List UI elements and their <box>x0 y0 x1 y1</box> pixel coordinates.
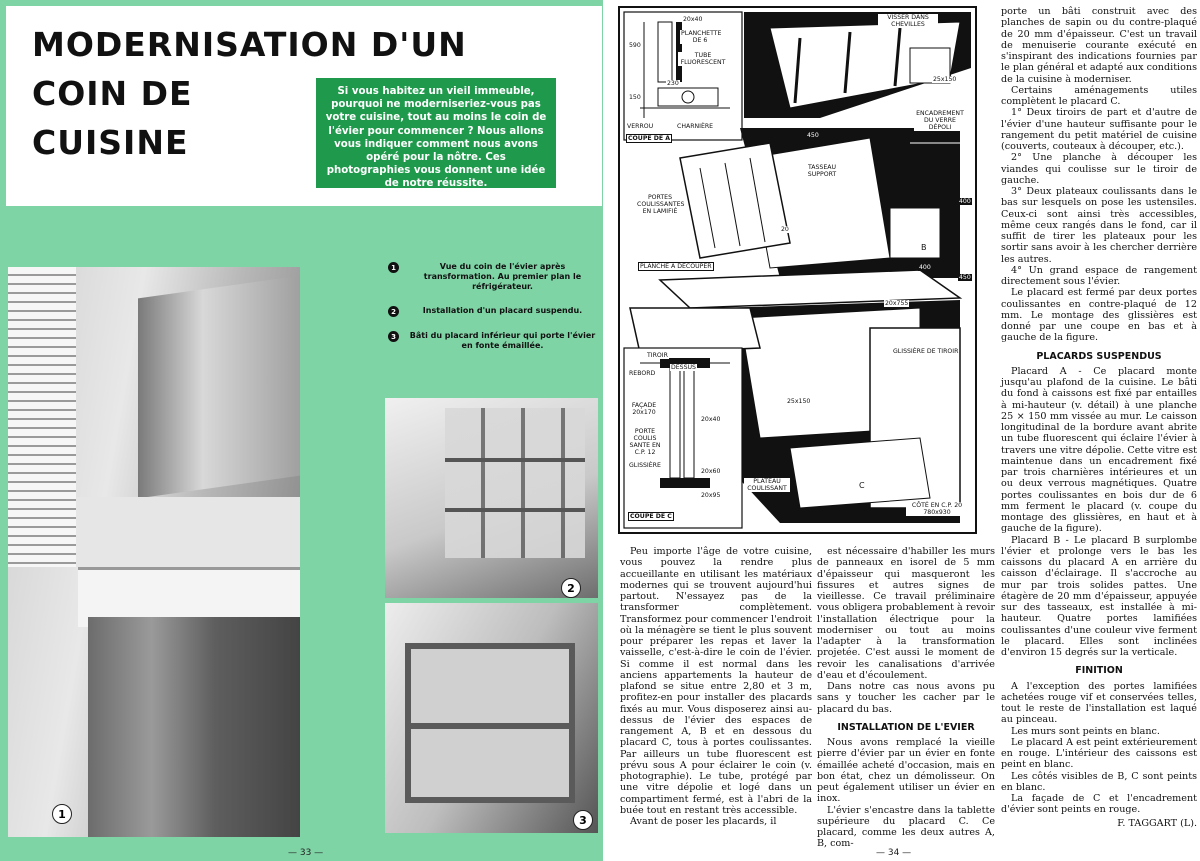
caption-number-3: 3 <box>388 331 399 342</box>
label-dessus: DESSUS <box>671 364 696 371</box>
label-400: 400 <box>959 198 971 205</box>
label-450-b: 450 <box>959 274 971 281</box>
paragraph: A l'exception des portes lamifiées achetées rouge vif et conservées telles, tout le reste de l'installation est laqué au pinceau. <box>1001 680 1197 726</box>
cabinet-shape <box>138 276 300 499</box>
page-number-left: — 33 — <box>288 848 324 858</box>
caption-3 <box>388 331 598 351</box>
heading-finition: FINITION <box>1075 665 1123 677</box>
paragraph: Placard B - Le placard B surplombe l'évier et prolonge vers le bas les caissons du placard A en arrière du caisson d'éclairage. Il s'accroche au mur par trois solides pattes. Une étagère de 20 mm d'épaisseur, appuyée sur des tasseaux, est installée à mi-hauteur. Quatre portes lamifiées coulissantes d'une couleur vive ferment le placard. Elles sont inclinées d'environ 15 degrés sur la verticale. <box>1001 534 1197 658</box>
label-20x40-b: 20x40 <box>701 416 721 423</box>
label-glissiere: GLISSIÈRE <box>629 462 661 469</box>
label-glissiere-tiroir: GLISSIÈRE DE TIROIR <box>893 348 959 355</box>
caption-text-3: Bâti du placard inférieur qui porte l'évier en fonte émaillée. <box>409 331 596 350</box>
caption-number-2: 2 <box>388 306 399 317</box>
label-portes: PORTES COULISSANTES EN LAMIFIÉ <box>637 194 685 215</box>
photo-number-3: 3 <box>573 810 593 830</box>
label-tiroir: TIROIR <box>647 352 668 359</box>
photo-2 <box>385 398 598 598</box>
title-line-3: CUISINE <box>32 123 189 162</box>
caption-text-1: Vue du coin de l'évier après transformation. Au premier plan le réfrigérateur. <box>423 262 582 291</box>
label-planche-decouper: PLANCHE À DÉCOUPER <box>640 263 712 270</box>
paragraph: Le placard est fermé par deux portes coulissantes en contre-plaqué de 12 mm. Le montage des glissières est donné par une coupe en bas et à gauche de la figure. <box>1001 287 1197 344</box>
heading-placards-suspendus: PLACARDS SUSPENDUS <box>1036 350 1162 362</box>
shelf-line-shape-2 <box>445 508 585 512</box>
right-page <box>603 0 1200 861</box>
photo-number-1: 1 <box>52 804 72 824</box>
paragraph: 4° Un grand espace de rangement directement sous l'évier. <box>1001 264 1197 287</box>
label-20x60: 20x60 <box>701 468 721 475</box>
caption-2 <box>388 306 598 317</box>
label-porte-coulissante: PORTE COULIS SANTE EN C.P. 12 <box>629 428 661 456</box>
paragraph: Avant de poser les placards, il <box>630 816 777 827</box>
label-20: 20 <box>781 226 789 233</box>
paragraph: 1° Deux tiroirs de part et d'autre de l'évier d'une hauteur suffisante pour le rangement du petit matériel de cuisine (couverts, couteaux à découper, etc.). <box>1001 107 1197 152</box>
photo-3 <box>385 603 598 833</box>
label-verrou: VERROU <box>627 123 654 130</box>
label-20x95: 20x95 <box>701 492 721 499</box>
paragraph: porte un bâti construit avec des planches de sapin ou du contre-plaqué de 20 mm d'épaisseur. C'est un travail de menuiserie courante exécuté en s'inspirant des indications fournies par le plan général et adapté aux conditions de la cuisine à moderniser. <box>1001 6 1197 85</box>
label-rebord: REBORD <box>629 370 656 377</box>
blinds-shape <box>8 267 76 567</box>
label-400-b: 400 <box>919 264 931 271</box>
text-column-2 <box>817 546 995 850</box>
intro-box <box>316 78 556 188</box>
photo-number-2: 2 <box>561 578 581 598</box>
label-coupe-c: COUPE DE C <box>630 513 672 520</box>
heading-installation-evier: INSTALLATION DE L'EVIER <box>837 721 975 733</box>
label-c: C <box>859 481 865 490</box>
label-charniere: CHARNIÈRE <box>677 123 714 130</box>
paragraph: Le placard A est peint extérieurement en rouge. L'intérieur des caissons est peint en blanc. <box>1001 736 1197 771</box>
paragraph: L'évier s'encastre dans la tablette supérieure du placard C. Ce placard, comme les deux autres A, B, com- <box>817 804 995 850</box>
shelf-line-shape <box>445 458 585 462</box>
paragraph: Les côtés visibles de B, C sont peints en blanc. <box>1001 770 1197 793</box>
text-column-1 <box>620 546 812 827</box>
paragraph: Dans notre cas nous avons pu sans y toucher les cacher par le placard du bas. <box>817 681 995 715</box>
intro-text: Si vous habitez un vieil immeuble, pourquoi ne moderniseriez-vous pas votre cuisine, tout au moins le coin de l'évier pour commencer ? Nous allons vous indiquer comment nous avons opéré pour la nôtre. Ces photographies vous donnent une idée de notre réussite. <box>325 86 547 190</box>
label-150: 150 <box>629 94 641 101</box>
label-cote: CÔTÉ EN C.P. 20 780x930 <box>906 502 968 516</box>
label-20x40: 20x40 <box>683 16 703 23</box>
author-signature: F. TAGGART (L). <box>1117 817 1197 829</box>
title-panel <box>6 6 602 206</box>
photo-captions <box>388 262 598 365</box>
paragraph: 2° Une planche à découper les viandes qui coulisse sur le tiroir de gauche. <box>1001 152 1197 186</box>
label-25x150-top: 25x150 <box>933 76 957 83</box>
paragraph: La façade de C et l'encadrement d'évier sont peints en rouge. <box>1001 793 1197 816</box>
page-number-right: — 34 — <box>876 848 912 858</box>
paragraph: est nécessaire d'habiller les murs de panneaux en isorel de 5 mm d'épaisseur qui masqueront les fissures et autres signes de vieillesse. Ce travail préliminaire vous obligera probablement à revoir l'installation électrique pour la moderniser ou tout au moins l'adapter à la transformation projetée. C'est aussi le moment de revoir les canalisations d'arrivée d'eau et d'écoulement. <box>817 546 995 681</box>
label-25x150: 25x150 <box>787 398 811 405</box>
label-tasseau: TASSEAU SUPPORT <box>802 164 842 178</box>
title-line-2: COIN DE <box>32 74 193 113</box>
wall-shape <box>76 497 300 577</box>
label-visser: VISSER DANS CHEVILLES <box>878 14 938 28</box>
paragraph: 3° Deux plateaux coulissants dans le bas sur lesquels on pose les ustensiles. Ceux-ci sont ainsi très accessibles, même ceux rangés dans le fond, car il suffit de tirer les plateaux pour les sortir sans avoir à les chercher derrière les autres. <box>1001 186 1197 265</box>
paragraph: Nous avons remplacé la vieille pierre d'évier par un évier en fonte émaillée acheté d'occasion, mais en bon état, chez un démolisseur. On peut également utiliser un évier en inox. <box>817 737 995 805</box>
label-encadrement: ENCADREMENT DU VERRE DÉPOLI <box>914 110 966 131</box>
label-590: 590 <box>629 42 641 49</box>
construction-diagram <box>618 6 977 534</box>
paragraph: Peu importe l'âge de votre cuisine, vous pouvez la rendre plus accueillante en utilisant les matériaux modernes qui se trouvent aujourd'hui partout. N'essayez pas de la transformer complètement. Transformez pour commencer l'endroit où la ménagère se tient le plus souvent pour préparer les repas et laver la vaisselle, c'est-à-dire le coin de l'évier. Si comme il est normal dans les anciens appartements la hauteur de plafond se situe entre 2,80 et 3 m, profitez-en pour installer des placards fixés au mur. Vous disposerez ainsi au-dessus de l'évier des espaces de rangement A, B et en dessous du placard C, tous à portes coulissantes. Par ailleurs un tube fluorescent est prévu sous A pour éclairer le coin (v. photographie). Le tube, protégé par une vitre dépolie et logé dans un compartiment fermé, est à l'abri de la buée tout en restant très accessible. <box>620 546 812 816</box>
label-facade: FAÇADE 20x170 <box>628 402 660 416</box>
caption-text-2: Installation d'un placard suspendu. <box>422 306 583 315</box>
frame-bar-shape <box>405 723 575 729</box>
caption-number-1: 1 <box>388 262 399 273</box>
shelves-shape <box>445 408 585 558</box>
label-plateau: PLATEAU COULISSANT <box>744 478 790 492</box>
label-450-a: 450 <box>807 132 819 139</box>
photo-1 <box>8 267 300 837</box>
label-planchette: PLANCHETTE DE 6 <box>681 30 722 44</box>
paragraph: Les murs sont peints en blanc. <box>1011 725 1160 737</box>
label-b: B <box>921 243 927 252</box>
label-20x755: 20x755 <box>885 300 909 307</box>
label-230: 230 <box>667 80 679 87</box>
label-coupe-a: COUPE DE A <box>628 135 671 142</box>
text-column-3 <box>1001 6 1197 829</box>
paragraph: Certains aménagements utiles complètent le placard C. <box>1001 84 1197 107</box>
label-tube: TUBE FLUORESCENT <box>678 52 728 66</box>
lower-cabinet-shape <box>88 617 300 837</box>
paragraph: Placard A - Ce placard monte jusqu'au plafond de la cuisine. Le bâti du fond à caissons est fixé par entailles à mi-hauteur (v. détail) à une planche 25 × 150 mm vissée au mur. Le caisson longitudinal de la bordure avant abrite un tube fluorescent qui éclaire l'évier à travers une vitre dépolie. Cette vitre est maintenue dans un encadrement fixé par trois charnières intérieures et un ou deux verrous magnétiques. Quatre portes coulissantes en bois dur de 6 mm ferment le placard (v. coupe du montage des glissières, en haut et à gauche de la figure). <box>1001 365 1197 535</box>
title-line-1: MODERNISATION D'UN <box>32 25 467 64</box>
caption-1 <box>388 262 598 292</box>
